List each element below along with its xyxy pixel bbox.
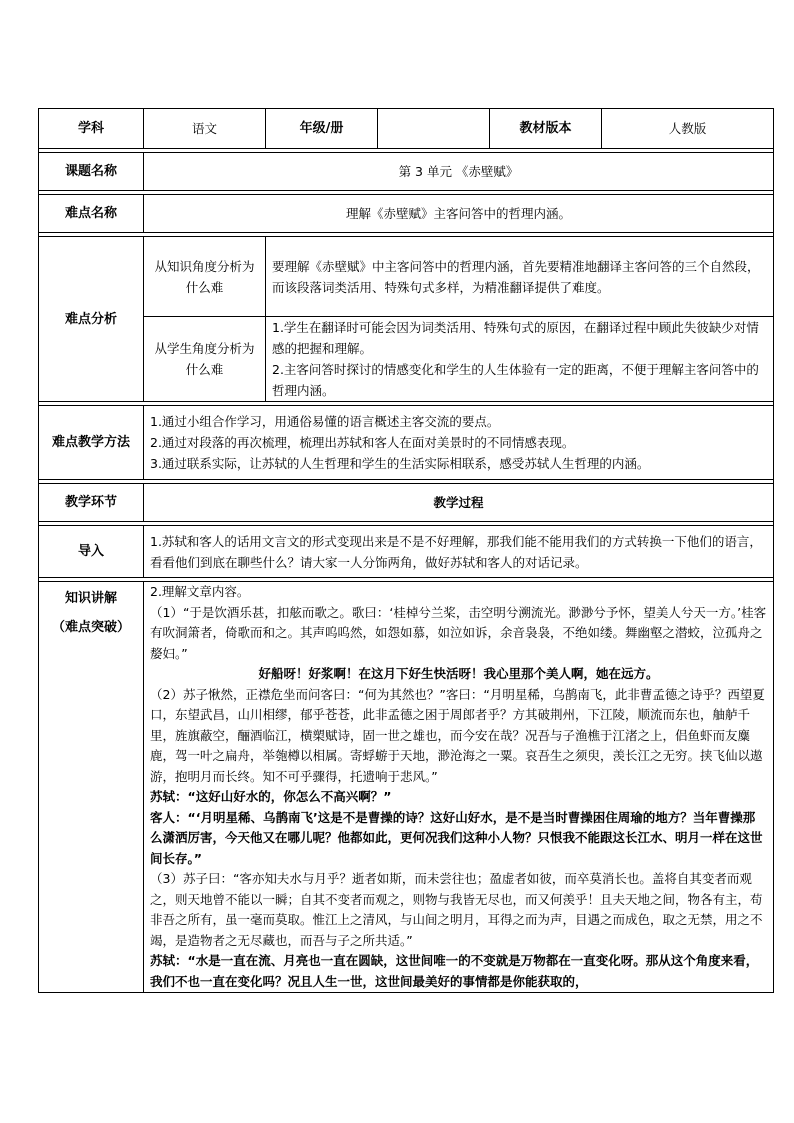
method-item: 1.通过小组合作学习，用通俗易懂的语言概述主客交流的要点。 <box>150 414 500 429</box>
student-angle-text <box>266 317 774 402</box>
grade-label: 年级/册 <box>266 109 378 149</box>
knowledge-translation: 客人：“‘月明星稀、乌鹊南飞’这是不是曹操的诗？这好山好水，是不是当时曹操困住周瑜的地方？当年曹操那么潇洒厉害，今天他又在哪儿呢？他都如此，更何况我们这种小人物？只恨我不能跟这长江水、明月一样在这世间长存。” <box>150 809 763 866</box>
knowledge-angle-label: 从知识角度分析为什么难 <box>144 237 266 317</box>
method-item: 3.通过联系实际，让苏轼的人生哲理和学生的生活实际相联系，感受苏轼人生哲理的内涵。 <box>150 456 650 471</box>
knowledge-paragraph: 2.理解文章内容。 <box>150 584 250 599</box>
knowledge-angle-text: 要理解《赤壁赋》中主客问答中的哲理内涵，首先要精准地翻译主客问答的三个自然段，而该段落词类活用、特殊句式多样，为精准翻译提供了难度。 <box>266 237 774 317</box>
knowledge-paragraph: （2）苏子愀然，正襟危坐而问客曰：“何为其然也？”客曰：“月明星稀，乌鹊南飞，此非曹孟德之诗乎？西望夏口，东望武昌，山川相缪，郁乎苍苍，此非孟德之困于周郎者乎？方其破荆州，下江陵，顺流而东也，舳舻千里，旌旗蔽空，酾酒临江，横槊赋诗，固一世之雄也，而今安在哉？况吾与子渔樵于江渚之上，侣鱼虾而友麋鹿，驾一叶之扁舟，举匏樽以相属。寄蜉蝣于天地，渺沧海之一粟。哀吾生之须臾，羡长江之无穷。挟飞仙以遨游，抱明月而长终。知不可乎骤得，托遗响于悲风。” <box>150 686 765 784</box>
knowledge-content <box>144 582 774 993</box>
subject-label: 学科 <box>39 109 144 149</box>
grade-value <box>378 109 490 149</box>
knowledge-paragraph: （1）“于是饮酒乐甚，扣舷而歌之。歌曰：‘桂棹兮兰桨，击空明兮溯流光。渺渺兮予怀，望美人兮天一方。’桂客有吹洞箫者，倚歌而和之。其声呜呜然，如怨如慕，如泣如诉，余音袅袅，不绝如缕。舞幽壑之潜蛟，泣孤舟之嫠妇。” <box>150 604 767 661</box>
process-label: 教学过程 <box>144 484 774 522</box>
subject-value: 语文 <box>144 109 266 149</box>
knowledge-label-cell <box>39 582 144 993</box>
knowledge-translation: 苏轼：“这好山好水的，你怎么不高兴啊？” <box>150 789 392 804</box>
topic-row <box>39 153 774 191</box>
method-row <box>39 406 774 480</box>
analysis-student-row <box>39 317 774 402</box>
textbook-label: 教材版本 <box>490 109 602 149</box>
student-angle-point-2: 2.主客问答时探讨的情感变化和学生的人生体验有一定的距离，不便于理解主客问答中的哲理内涵。 <box>272 362 759 398</box>
stage-label: 教学环节 <box>39 484 144 522</box>
knowledge-translation: 苏轼：“水是一直在流、月亮也一直在圆缺，这世间唯一的不变就是万物都在一直变化呀。那从这个角度来看，我们不也一直在变化吗？况且人生一世，这世间最美好的事情都是你能获取的， <box>150 953 759 989</box>
intro-row <box>39 526 774 578</box>
intro-label: 导入 <box>39 526 144 578</box>
difficulty-value: 理解《赤壁赋》主客问答中的哲理内涵。 <box>144 195 774 233</box>
difficulty-label: 难点名称 <box>39 195 144 233</box>
knowledge-sublabel: （难点突破） <box>51 620 130 635</box>
knowledge-paragraph: （3）苏子曰：“客亦知夫水与月乎？逝者如斯，而未尝往也；盈虚者如彼，而卒莫消长也。盖将自其变者而观之，则天地曾不能以一瞬；自其不变者而观之，则物与我皆无尽也，而又何羡乎！且夫天地之间，物各有主，苟非吾之所有，虽一毫而莫取。惟江上之清风，与山间之明月，耳得之而为声，目遇之而成色，取之无禁，用之不竭，是造物者之无尽藏也，而吾与子之所共适。” <box>150 871 763 948</box>
header-row <box>39 109 774 149</box>
analysis-knowledge-row <box>39 237 774 317</box>
textbook-value: 人教版 <box>602 109 774 149</box>
method-list <box>144 406 774 480</box>
topic-value: 第 3 单元 《赤壁赋》 <box>144 153 774 191</box>
intro-text: 1.苏轼和客人的话用文言文的形式变现出来是不是不好理解，那我们能不能用我们的方式转换一下他们的语言，看看他们到底在聊些什么？请大家一人分饰两角，做好苏轼和客人的对话记录。 <box>144 526 774 578</box>
method-item: 2.通过对段落的再次梳理，梳理出苏轼和客人在面对美景时的不同情感表现。 <box>150 435 575 450</box>
analysis-label: 难点分析 <box>39 237 144 402</box>
difficulty-row <box>39 195 774 233</box>
method-label: 难点教学方法 <box>39 406 144 480</box>
knowledge-translation: 好船呀！好浆啊！在这月下好生快活呀！我心里那个美人啊，她在远方。 <box>258 666 659 681</box>
knowledge-label: 知识讲解 <box>64 591 117 606</box>
lesson-plan-page <box>38 108 773 993</box>
knowledge-row <box>39 582 774 993</box>
student-angle-point-1: 1.学生在翻译时可能会因为词类活用、特殊句式的原因，在翻译过程中顾此失彼缺少对情感的把握和理解。 <box>272 320 759 356</box>
topic-label: 课题名称 <box>39 153 144 191</box>
student-angle-label: 从学生角度分析为什么难 <box>144 317 266 402</box>
lesson-plan-table <box>38 108 774 993</box>
process-header-row <box>39 484 774 522</box>
